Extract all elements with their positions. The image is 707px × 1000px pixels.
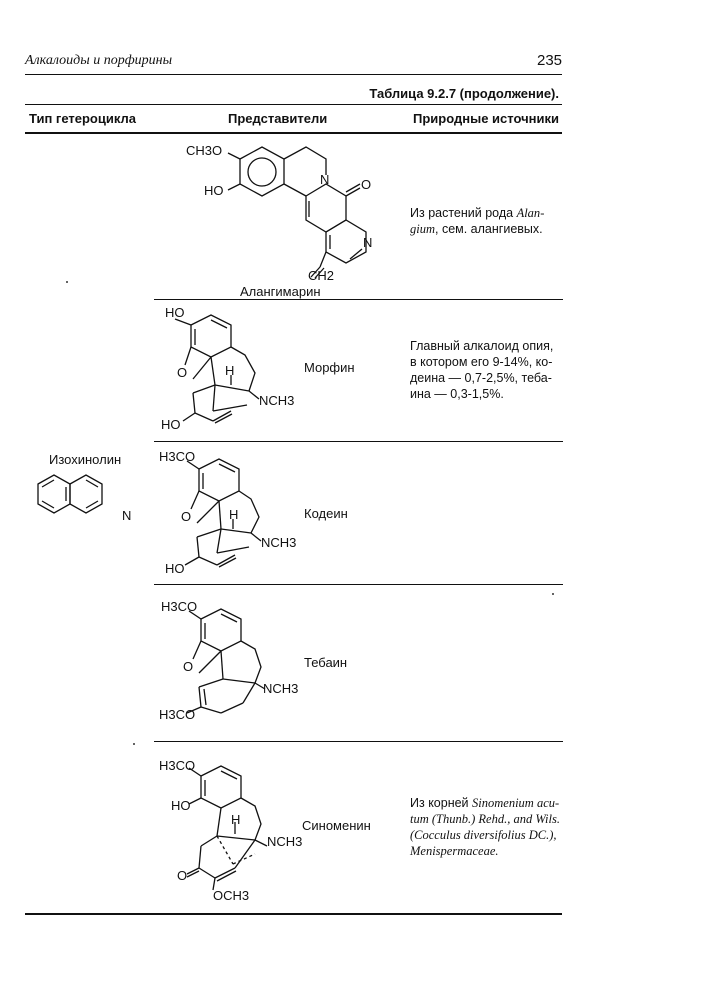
morphine-o-label: O bbox=[177, 365, 188, 380]
row-separator bbox=[154, 584, 563, 585]
thebaine-ome-bottom-label: H3CO bbox=[159, 707, 196, 722]
alangimarine-n2-label: N bbox=[363, 235, 373, 250]
codeine-structure bbox=[155, 447, 300, 584]
source-text: , сем. алангиевых. bbox=[435, 222, 543, 236]
morphine-nme-label: NCH3 bbox=[259, 393, 295, 408]
print-speck bbox=[133, 743, 135, 745]
codeine-oh-bottom-label: HO bbox=[165, 561, 185, 576]
source-alangimarine bbox=[410, 205, 562, 237]
column-header-sources: Природные источники bbox=[413, 111, 559, 126]
page-number: 235 bbox=[537, 52, 563, 69]
sinomenine-ome-top-label: H3CO bbox=[159, 758, 196, 773]
source-text: Из корней bbox=[410, 796, 473, 810]
column-header-type: Тип гетероцикла bbox=[29, 111, 136, 126]
sinomenine-o-label: O bbox=[177, 868, 188, 883]
alangimarine-n-label: N bbox=[320, 172, 330, 187]
column-header-representatives: Представители bbox=[228, 111, 328, 126]
sinomenine-ome-bottom-label: OCH3 bbox=[213, 888, 250, 903]
print-speck bbox=[66, 281, 68, 283]
print-speck bbox=[552, 593, 554, 595]
codeine-o-label: O bbox=[181, 509, 192, 524]
table-bottom-rule bbox=[25, 913, 562, 915]
alangimarine-oh-label: HO bbox=[204, 183, 224, 198]
source-latin: Sinomenium acutum (Thunb.) Rehd., and Wils. (Cocculus diversifolius DC.), Menispermaceae. bbox=[410, 796, 560, 858]
heterocycle-type-name: Изохинолин bbox=[49, 452, 122, 467]
isoquinoline-structure bbox=[30, 470, 140, 535]
alangimarine-structure bbox=[180, 137, 400, 287]
compound-name-morphine: Морфин bbox=[304, 360, 355, 375]
source-latin: Alangium bbox=[410, 206, 545, 236]
thebaine-structure bbox=[155, 597, 300, 732]
codeine-h-label: H bbox=[229, 507, 239, 522]
compound-name-codeine: Кодеин bbox=[304, 506, 348, 521]
thebaine-nme-label: NCH3 bbox=[263, 681, 299, 696]
sinomenine-nme-label: NCH3 bbox=[267, 834, 303, 849]
morphine-oh-bottom-label: HO bbox=[161, 417, 181, 432]
alangimarine-o-label: O bbox=[361, 177, 372, 192]
codeine-nme-label: NCH3 bbox=[261, 535, 297, 550]
source-text: Из растений рода bbox=[410, 206, 517, 220]
alangimarine-ch2-label: CH2 bbox=[308, 268, 335, 283]
table-top-rule bbox=[25, 104, 562, 105]
thebaine-ome-top-label: H3CO bbox=[161, 599, 198, 614]
morphine-h-label: H bbox=[225, 363, 235, 378]
source-sinomenine bbox=[410, 795, 562, 859]
row-separator bbox=[154, 299, 563, 300]
alangimarine-ome-label: CH3O bbox=[186, 143, 223, 158]
codeine-ome-top-label: H3CO bbox=[159, 449, 196, 464]
table-caption: Таблица 9.2.7 (продолжение). bbox=[369, 86, 559, 101]
table-header-rule bbox=[25, 132, 562, 134]
compound-name-sinomenine: Синоменин bbox=[302, 818, 371, 833]
morphine-oh-top-label: HO bbox=[165, 305, 185, 320]
running-head: Алкалоиды и порфирины bbox=[25, 53, 173, 68]
isoquinoline-n-label: N bbox=[122, 508, 132, 523]
sinomenine-oh-label: HO bbox=[171, 798, 191, 813]
row-separator bbox=[154, 741, 563, 742]
source-morphine: Главный алкалоид опия, в котором его 9-14%, кодеина — 0,7-2,5%, тебаина — 0,3-1,5%. bbox=[410, 339, 554, 401]
sinomenine-structure bbox=[155, 756, 305, 909]
header-rule bbox=[25, 74, 562, 75]
compound-name-thebaine: Тебаин bbox=[304, 655, 348, 670]
compound-name-alangimarine: Алангимарин bbox=[240, 284, 321, 299]
thebaine-o-label: O bbox=[183, 659, 194, 674]
sinomenine-h-label: H bbox=[231, 812, 241, 827]
morphine-structure bbox=[155, 305, 300, 442]
